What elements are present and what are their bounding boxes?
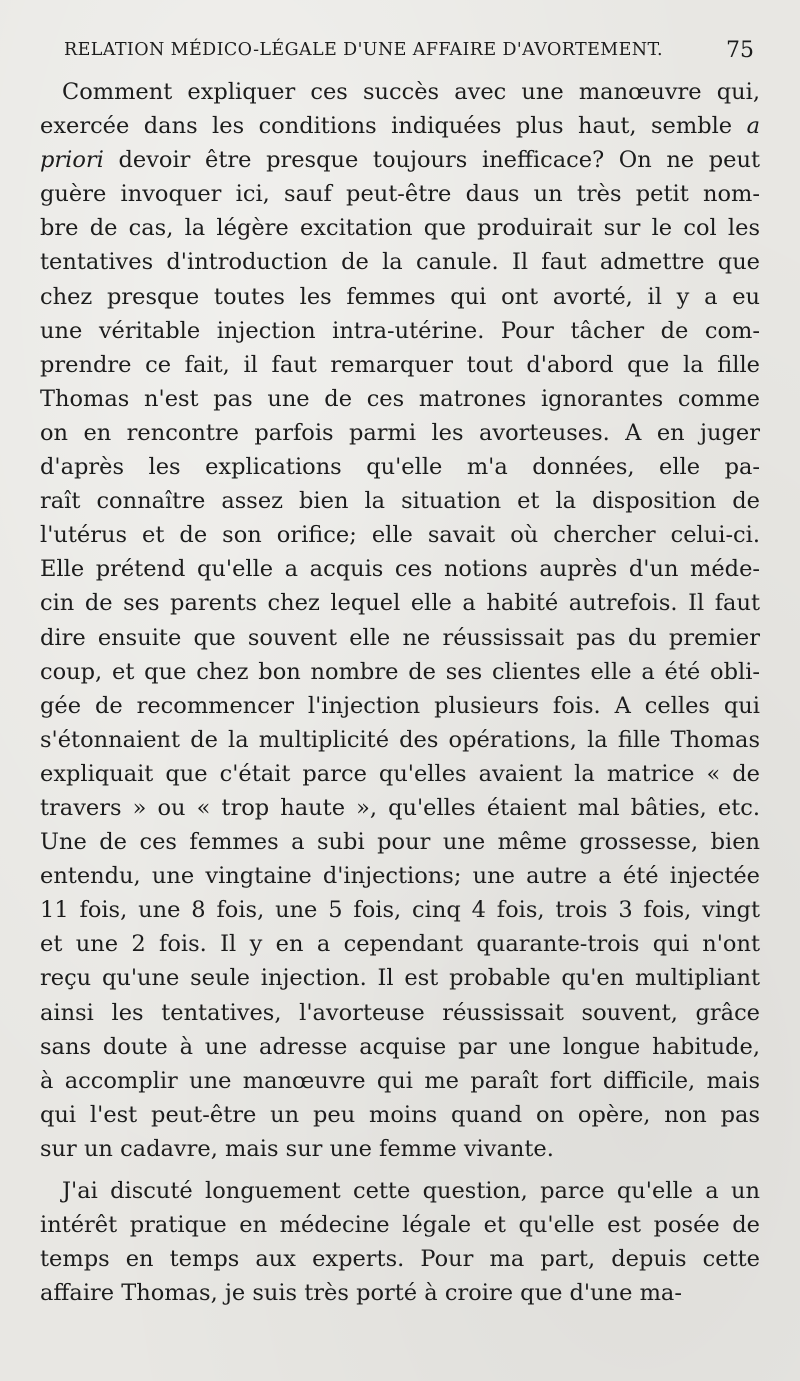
text-line: s'étonnaient de la multiplicité des opérations, la fille Thomas — [40, 726, 760, 753]
text-line: Thomas n'est pas une de ces matrones ignorantes comme — [40, 385, 760, 412]
text-line: temps en temps aux experts. Pour ma part, depuis cette — [40, 1246, 760, 1273]
text-line: une véritable injection intra-utérine. Pour tâcher de com- — [40, 317, 760, 344]
paragraph-2 — [40, 1174, 760, 1310]
text-line: Elle prétend qu'elle a acquis ces notions auprès d'un méde- — [40, 556, 760, 583]
text-line: 11 fois, une 8 fois, une 5 fois, cinq 4 fois, trois 3 fois, vingt — [40, 897, 760, 924]
text-line: prendre ce fait, il faut remarquer tout d'abord que la fille — [40, 351, 760, 378]
text-line: exercée dans les conditions indiquées plus haut, semble a — [40, 113, 760, 140]
text-line: reçu qu'une seule injection. Il est probable qu'en multipliant — [40, 965, 760, 992]
running-head: RELATION MÉDICO-LÉGALE D'UNE AFFAIRE D'AVORTEMENT. — [64, 40, 663, 60]
text-line: expliquait que c'était parce qu'elles avaient la matrice « de — [40, 760, 760, 787]
page-header — [64, 38, 764, 68]
text-line: sans doute à une adresse acquise par une longue habitude, — [40, 1033, 760, 1060]
text-line: on en rencontre parfois parmi les avorteuses. A en juger — [40, 419, 760, 446]
text-line: bre de cas, la légère excitation que produirait sur le col les — [40, 215, 760, 242]
paragraph-1 — [40, 75, 760, 1166]
text-line: cin de ses parents chez lequel elle a habité autrefois. Il faut — [40, 590, 760, 617]
text-line: chez presque toutes les femmes qui ont avorté, il y a eu — [40, 283, 760, 310]
text-line: ainsi les tentatives, l'avorteuse réussissait souvent, grâce — [40, 999, 760, 1026]
text-line: et une 2 fois. Il y en a cependant quarante-trois qui n'ont — [40, 931, 760, 958]
text-line: sur un cadavre, mais sur une femme vivante. — [40, 1135, 554, 1162]
text-line: qui l'est peut-être un peu moins quand on opère, non pas — [40, 1101, 760, 1128]
text-line: guère invoquer ici, sauf peut-être daus un très petit nom- — [40, 181, 760, 208]
text-line: priori devoir être presque toujours inefficace? On ne peut — [40, 147, 760, 174]
text-line: dire ensuite que souvent elle ne réussissait pas du premier — [40, 624, 760, 651]
text-line: l'utérus et de son orifice; elle savait où chercher celui-ci. — [40, 522, 760, 549]
text-line: travers » ou « trop haute », qu'elles étaient mal bâties, etc. — [40, 794, 760, 821]
text-line: intérêt pratique en médecine légale et qu'elle est posée de — [40, 1212, 760, 1239]
text-line: gée de recommencer l'injection plusieurs fois. A celles qui — [40, 692, 760, 719]
body-text — [40, 75, 760, 1310]
text-line: Comment expliquer ces succès avec une manœuvre qui, — [62, 79, 760, 105]
text-line: Une de ces femmes a subi pour une même grossesse, bien — [40, 829, 760, 856]
text-line: J'ai discuté longuement cette question, parce qu'elle a un — [62, 1178, 760, 1204]
text-line: affaire Thomas, je suis très porté à croire que d'une ma- — [40, 1280, 682, 1307]
text-line: tentatives d'introduction de la canule. Il faut admettre que — [40, 249, 760, 276]
text-line: coup, et que chez bon nombre de ses clientes elle a été obli- — [40, 658, 760, 685]
text-line: d'après les explications qu'elle m'a données, elle pa- — [40, 454, 760, 481]
text-line: à accomplir une manœuvre qui me paraît fort difficile, mais — [40, 1067, 760, 1094]
page-number: 75 — [726, 38, 754, 63]
text-line: raît connaître assez bien la situation et la disposition de — [40, 488, 760, 515]
text-line: entendu, une vingtaine d'injections; une autre a été injectée — [40, 863, 760, 890]
